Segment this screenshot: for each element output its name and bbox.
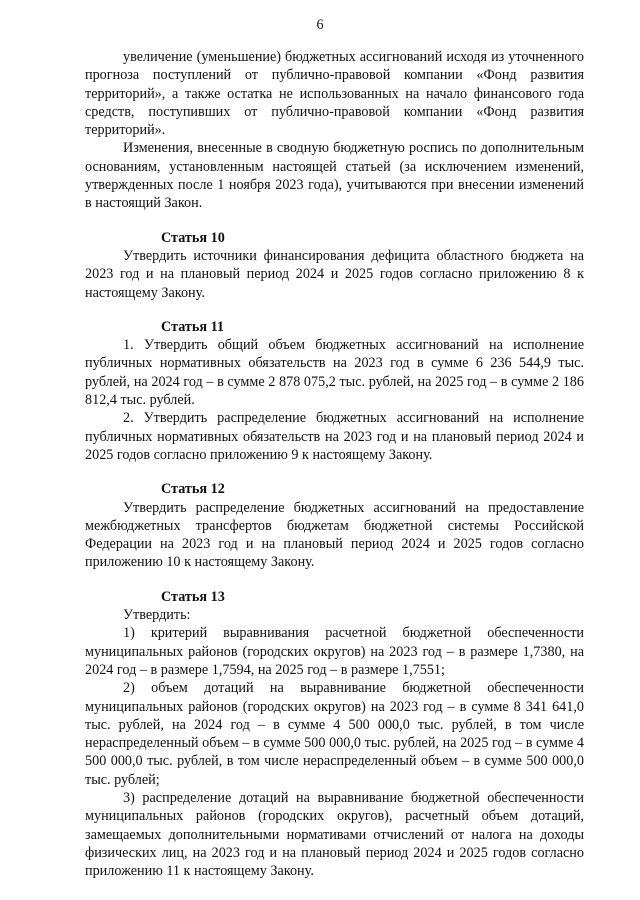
section-gap (85, 213, 584, 229)
article-heading: Статья 13 (161, 588, 225, 605)
paragraph: увеличение (уменьшение) бюджетных ассигнований исходя из уточненного прогноза поступлений от публично-правовой компании «Фонд развития территорий», а также остатка не использованных на начало финансового года средств, поступивших от публично-правовой компании «Фонд развития территорий». (85, 49, 584, 139)
paragraph: 2. Утвердить распределение бюджетных ассигнований на исполнение публичных нормативных обязательств на 2023 год и на плановый период 2024 и 2025 годов согласно приложению 9 к настоящему Закону. (85, 410, 584, 463)
article-heading: Статья 10 (161, 229, 225, 246)
paragraph: 1. Утвердить общий объем бюджетных ассигнований на исполнение публичных нормативных обязательств на 2023 год в сумме 6 236 544,9 тыс. рублей, на 2024 год – в сумме 2 878 075,2 тыс. рублей, на 2025 год – в сумме 2 186 812,4 тыс. рублей. (85, 337, 584, 409)
paragraph: 1) критерий выравнивания расчетной бюджетной обеспеченности муниципальных районов (городских округов) на 2023 год – в размере 1,7380, на 2024 год – в размере 1,7594, на 2025 год – в размере 1,7551; (85, 625, 584, 678)
section-gap (85, 464, 584, 480)
paragraph: 3) распределение дотаций на выравнивание бюджетной обеспеченности муниципальных районов (городских округов), расчетный объем дотаций, замещаемых дополнительными нормативами отчислений от налога на доходы физических лиц, на 2023 год и на плановый период 2024 и 2025 годов согласно приложению 11 к настоящему Закону. (85, 789, 584, 880)
section-gap (85, 302, 584, 318)
paragraph: Утвердить распределение бюджетных ассигнований на предоставление межбюджетных трансфертов бюджетам бюджетной системы Российской Федерации на 2023 год и на плановый период 2024 и 2025 годов согласно приложению 10 к настоящему Закону. (85, 499, 584, 571)
paragraph: 2) объем дотаций на выравнивание бюджетной обеспеченности муниципальных районов (городских округов) на 2023 год – в сумме 8 341 641,0 тыс. рублей, на 2024 год – в сумме 4 500 000,0 тыс. рублей, в том числе нераспределенный объем – в сумме 500 000,0 тыс. рублей, на 2025 год – в сумме 4 500 000,0 тыс. рублей, в том числе нераспределенный объем – в сумме 500 000,0 тыс. рублей; (85, 680, 584, 788)
article-heading: Статья 11 (161, 318, 225, 335)
page-number: 6 (316, 17, 324, 33)
article-heading: Статья 12 (161, 481, 225, 498)
paragraph: Утвердить: (123, 607, 191, 624)
section-gap (85, 572, 584, 588)
paragraph: Утвердить источники финансирования дефицита областного бюджета на 2023 год и на плановый период 2024 и 2025 годов согласно приложению 8 к настоящему Закону. (85, 247, 584, 301)
document-body (85, 48, 584, 880)
paragraph: Изменения, внесенные в сводную бюджетную роспись по дополнительным основаниям, установленным настоящей статьей (за исключением изменений, утвержденных после 1 ноября 2023 года), учитываются при внесении изменений в настоящий Закон. (85, 140, 584, 212)
